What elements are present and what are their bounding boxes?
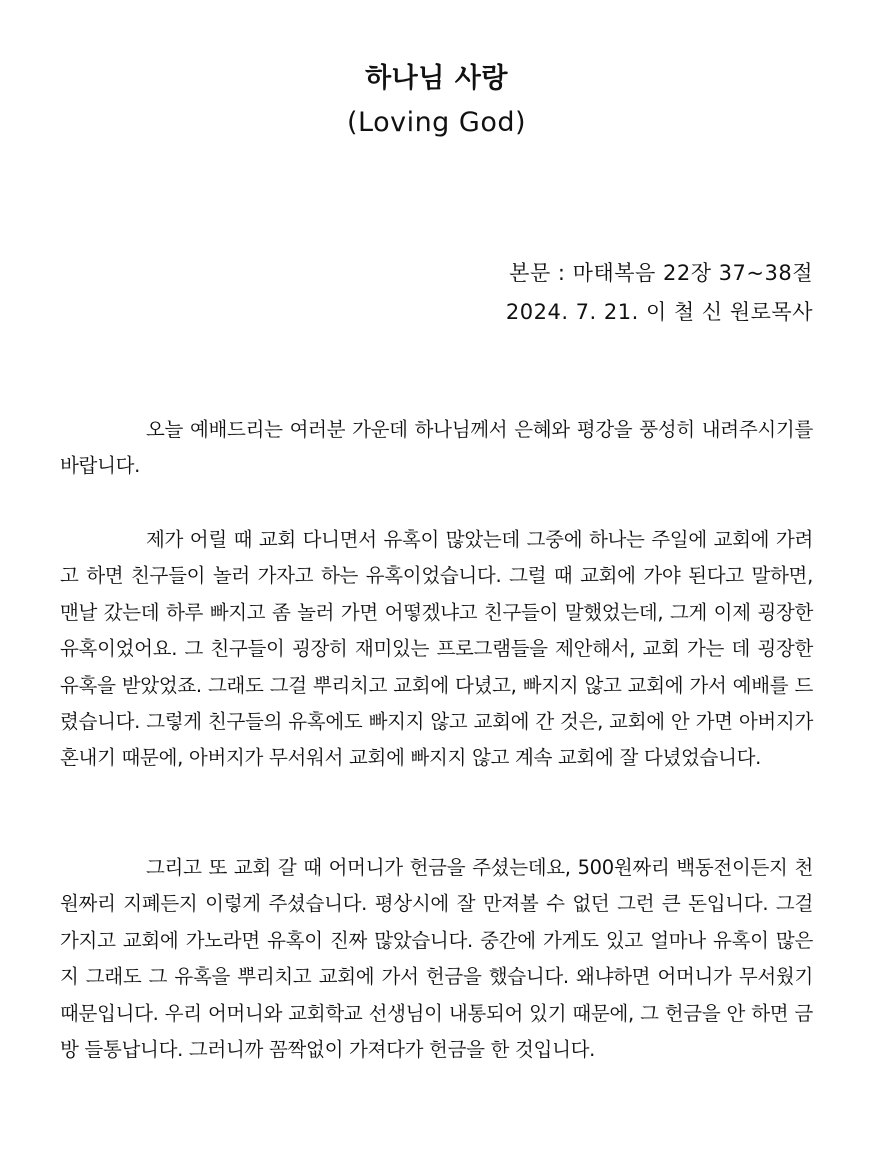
date-and-speaker: 2024. 7. 21. 이 철 신 원로목사 (505, 300, 813, 324)
paragraph-1: 오늘 예배드리는 여러분 가운데 하나님께서 은혜와 평강을 풍성히 내려주시기를 바랍니다. (60, 418, 813, 478)
scripture-reference: 본문 : 마태복음 22장 37~38절 (509, 261, 813, 285)
sermon-subtitle: (Loving God) (346, 107, 527, 138)
sermon-title: 하나님 사랑 (365, 63, 508, 94)
paragraph-2: 제가 어릴 때 교회 다니면서 유혹이 많았는데 그중에 하나는 주일에 교회에 가려고 하면 친구들이 놀러 가자고 하는 유혹이었습니다. 그럴 때 교회에 가야 된다고 말하면, 맨날 갔는데 하루 빠지고 좀 놀러 가면 어떻겠냐고 친구들이 말했었는데, 그게 이제 굉장한 유혹이었어요. 그 친구들이 굉장히 재미있는 프로그램들을 제안해서, 교회 가는 데 굉장한 유혹을 받았었죠. 그래도 그걸 뿌리치고 교회에 다녔고, 빠지지 않고 교회에 가서 예배를 드렸습니다. 그렇게 친구들의 유혹에도 빠지지 않고 교회에 간 것은, 교회에 안 가면 아버지가 혼내기 때문에, 아버지가 무서워서 교회에 빠지지 않고 계속 교회에 잘 다녔었습니다. (60, 528, 813, 770)
paragraph-3: 그리고 또 교회 갈 때 어머니가 헌금을 주셨는데요, 500원짜리 백동전이든지 천원짜리 지폐든지 이렇게 주셨습니다. 평상시에 잘 만져볼 수 없던 그런 큰 돈입니다. 그걸 가지고 교회에 가노라면 유혹이 진짜 많았습니다. 중간에 가게도 있고 얼마나 유혹이 많은지 그래도 그 유혹을 뿌리치고 교회에 가서 헌금을 했습니다. 왜냐하면 어머니가 무서웠기 때문입니다. 우리 어머니와 교회학교 선생님이 내통되어 있기 때문에, 그 헌금을 안 하면 금방 들통납니다. 그러니까 꼼짝없이 가져다가 헌금을 한 것입니다. (60, 856, 813, 1062)
